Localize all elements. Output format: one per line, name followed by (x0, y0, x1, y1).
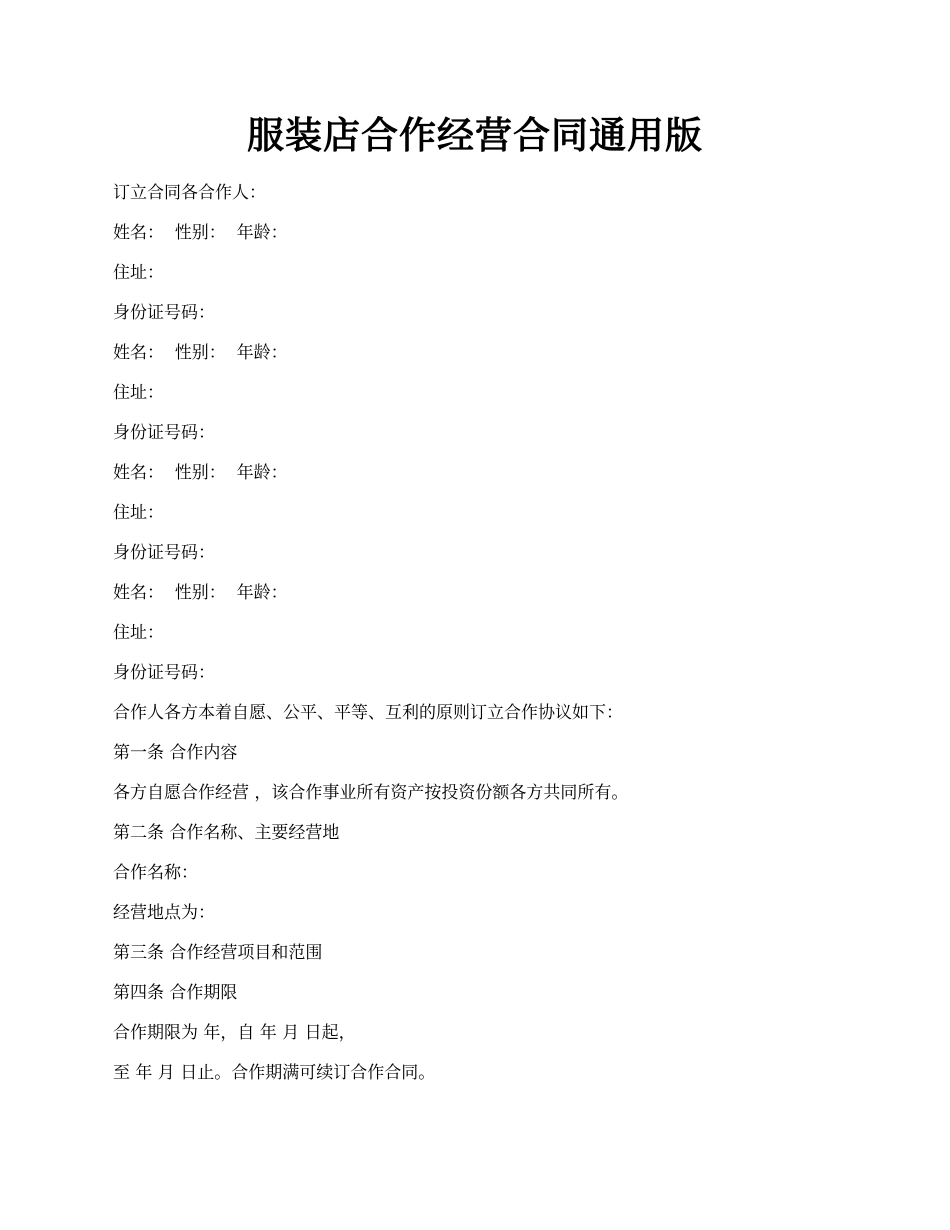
party-4-name-gender-age: 姓名： 性别： 年龄： (113, 583, 288, 603)
article-4-heading: 第四条 合作期限 (113, 983, 238, 1003)
document-title: 服装店合作经营合同通用版 (247, 114, 703, 157)
party-2-id-number: 身份证号码： (113, 423, 215, 443)
party-4-id-number: 身份证号码： (113, 663, 215, 683)
cooperation-name-field: 合作名称： (113, 863, 198, 883)
party-2-name-gender-age: 姓名： 性别： 年龄： (113, 343, 288, 363)
party-2-address: 住址： (113, 383, 164, 403)
term-start-text: 合作期限为 年，自 年 月 日起， (113, 1023, 356, 1043)
party-3-address: 住址： (113, 503, 164, 523)
document-body (113, 173, 853, 1093)
party-3-name-gender-age: 姓名： 性别： 年龄： (113, 463, 288, 483)
parties-intro: 订立合同各合作人： (113, 183, 266, 203)
party-1-address: 住址： (113, 263, 164, 283)
party-1-name-gender-age: 姓名： 性别： 年龄： (113, 223, 288, 243)
business-location-field: 经营地点为： (113, 903, 215, 923)
agreement-preamble: 合作人各方本着自愿、公平、平等、互利的原则订立合作协议如下： (113, 703, 623, 723)
article-3-heading: 第三条 合作经营项目和范围 (113, 943, 323, 963)
party-1-id-number: 身份证号码： (113, 303, 215, 323)
term-end-text: 至 年 月 日止。合作期满可续订合作合同。 (113, 1063, 436, 1083)
article-1-text: 各方自愿合作经营 ，该合作事业所有资产按投资份额各方共同所有。 (113, 783, 629, 803)
party-4-address: 住址： (113, 623, 164, 643)
article-2-heading: 第二条 合作名称、主要经营地 (113, 823, 340, 843)
party-3-id-number: 身份证号码： (113, 543, 215, 563)
article-1-heading: 第一条 合作内容 (113, 743, 238, 763)
